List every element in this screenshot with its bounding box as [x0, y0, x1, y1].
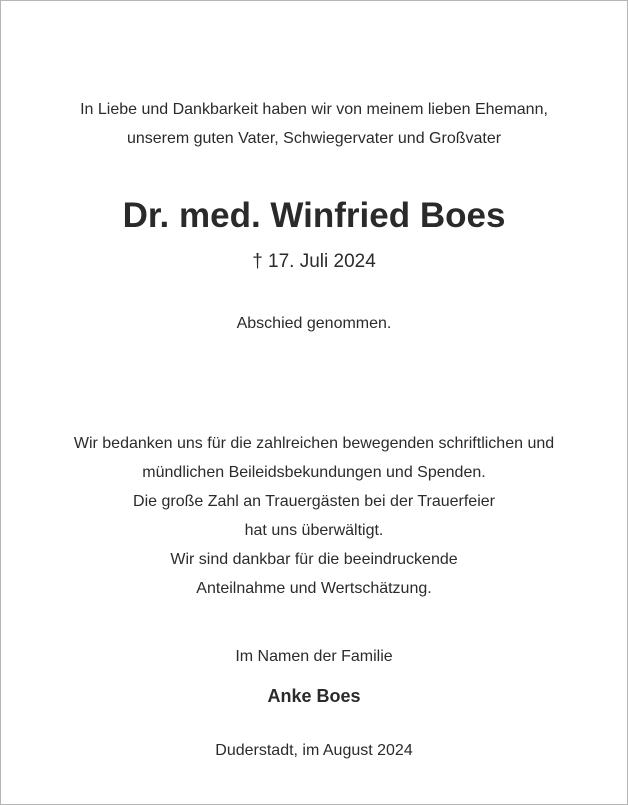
- death-date: † 17. Juli 2024: [252, 251, 376, 272]
- thanks-line: Anteilnahme und Wertschätzung.: [196, 580, 432, 597]
- place-date: Duderstadt, im August 2024: [215, 742, 413, 759]
- intro-line: In Liebe und Dankbarkeit haben wir von meinem lieben Ehemann,: [80, 101, 548, 118]
- signer-name: Anke Boes: [267, 686, 361, 706]
- thanks-line: Die große Zahl an Trauergästen bei der Trauerfeier: [133, 493, 495, 510]
- thanks-line: Wir bedanken uns für die zahlreichen bewegenden schriftlichen und: [73, 435, 555, 452]
- deceased-name: Dr. med. Winfried Boes: [122, 196, 506, 235]
- thanks-line: Wir sind dankbar für die beeindruckende: [170, 551, 458, 568]
- thanks-line: mündlichen Beileidsbekundungen und Spenden.: [142, 464, 486, 481]
- farewell-text: Abschied genommen.: [236, 315, 392, 332]
- thanks-line: hat uns überwältigt.: [244, 522, 384, 539]
- intro-line: unserem guten Vater, Schwiegervater und Großvater: [126, 130, 502, 147]
- family-line: Im Namen der Familie: [235, 648, 393, 665]
